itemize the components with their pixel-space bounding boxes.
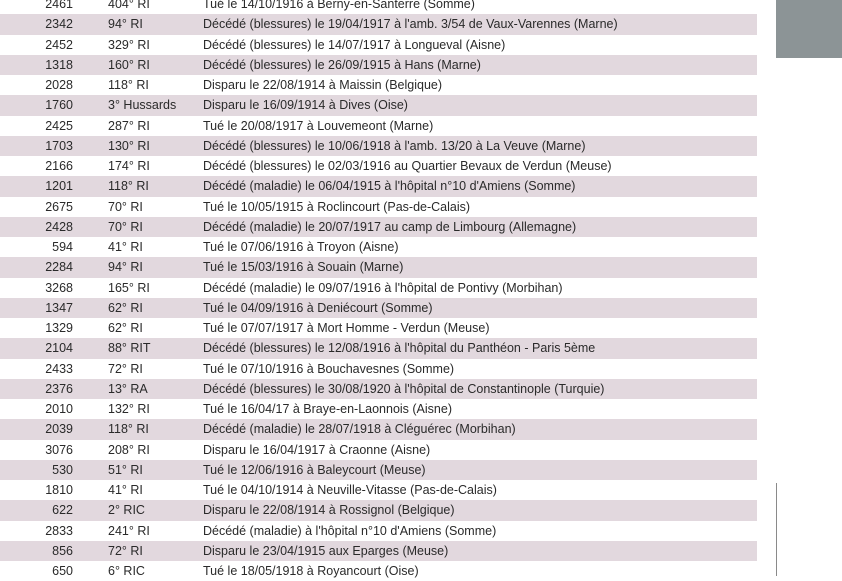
row-regiment: 70° RI [108,199,143,214]
row-regiment: 72° RI [108,361,143,376]
row-number: 2166 [45,159,73,173]
row-regiment: 132° RI [108,402,150,416]
row-number: 622 [52,503,73,518]
row-description: Tué le 20/08/1917 à Louvemeont (Marne) [203,118,434,133]
row-description: Décédé (blessures) le 19/04/1917 à l'amb. 3/54 de Vaux-Varennes (Marne) [203,17,618,32]
row-number: 2425 [45,118,73,133]
row-regiment: 174° RI [108,159,150,173]
margin-divider [776,483,777,576]
row-number: 2428 [45,219,73,234]
row-number: 2376 [45,381,73,396]
row-number: 530 [52,462,73,477]
row-description: Tué le 04/10/1914 à Neuville-Vitasse (Pas-de-Calais) [203,483,497,497]
row-number: 2284 [45,260,73,275]
row-description: Disparu le 16/09/1914 à Dives (Oise) [203,98,408,113]
table-row [0,197,757,217]
row-regiment: 6° RIC [108,564,145,578]
table-row [0,176,757,196]
row-description: Décédé (blessures) le 02/03/1916 au Quartier Bevaux de Verdun (Meuse) [203,159,612,173]
row-description: Décédé (blessures) le 30/08/1920 à l'hôpital de Constantinople (Turquie) [203,381,605,396]
row-number: 2342 [45,17,73,32]
row-description: Tué le 10/05/1915 à Roclincourt (Pas-de-Calais) [203,199,471,214]
table-row [0,561,757,581]
table-row [0,419,757,439]
row-regiment: 329° RI [108,37,150,52]
table-row [0,35,757,55]
row-number: 1201 [45,179,73,194]
row-number: 3268 [45,280,73,295]
table-row [0,0,757,14]
row-number: 1329 [45,321,73,335]
row-description: Tué le 18/05/1918 à Royancourt (Oise) [203,564,419,578]
row-number: 856 [52,543,73,558]
row-number: 2028 [45,78,73,92]
row-regiment: 118° RI [108,422,149,437]
table-row [0,237,757,257]
row-description: Décédé (blessures) le 12/08/1916 à l'hôpital du Panthéon - Paris 5ème [203,341,596,356]
table-row [0,14,757,34]
row-regiment: 3° Hussards [108,98,177,113]
row-description: Tué le 07/10/1916 à Bouchavesnes (Somme) [203,361,455,376]
table-row [0,359,757,379]
row-regiment: 118° RI [108,179,149,194]
row-description: Décédé (maladie) le 06/04/1915 à l'hôpital n°10 d'Amiens (Somme) [203,179,576,194]
row-description: Décédé (blessures) le 10/06/1918 à l'amb. 13/20 à La Veuve (Marne) [203,138,586,153]
row-description: Décédé (maladie) le 28/07/1918 à Cléguérec (Morbihan) [203,422,516,437]
row-regiment: 88° RIT [108,341,151,356]
table-row [0,95,757,115]
table-row [0,541,757,561]
table-row [0,116,757,136]
row-regiment: 208° RI [108,442,150,457]
row-regiment: 404° RI [108,0,150,11]
table-row [0,278,757,298]
row-number: 1347 [45,300,73,315]
table-row [0,338,757,358]
row-number: 2461 [45,0,73,11]
row-number: 2675 [45,199,73,214]
row-description: Tué le 07/06/1916 à Troyon (Aisne) [203,240,399,254]
table-row [0,500,757,520]
row-description: Décédé (maladie) à l'hôpital n°10 d'Amiens (Somme) [203,523,497,538]
row-regiment: 51° RI [108,462,143,477]
table-row [0,480,757,500]
row-description: Tué le 07/07/1917 à Mort Homme - Verdun (Meuse) [203,321,490,335]
row-regiment: 62° RI [108,321,143,335]
row-regiment: 287° RI [108,118,150,133]
table-row [0,75,757,95]
row-regiment: 94° RI [108,260,143,275]
table-row [0,318,757,338]
row-regiment: 70° RI [108,219,143,234]
row-regiment: 241° RI [108,523,150,538]
row-description: Tué le 12/06/1916 à Baleycourt (Meuse) [203,462,426,477]
row-description: Disparu le 16/04/1917 à Craonne (Aisne) [203,442,431,457]
row-number: 2433 [45,361,73,376]
row-description: Décédé (maladie) le 20/07/1917 au camp de Limbourg (Allemagne) [203,219,577,234]
table-row [0,460,757,480]
row-description: Disparu le 22/08/1914 à Rossignol (Belgique) [203,503,455,518]
row-number: 2010 [45,402,73,416]
table-row [0,217,757,237]
row-regiment: 13° RA [108,381,148,396]
table-row [0,156,757,176]
row-number: 1318 [45,57,73,72]
table-row [0,55,757,75]
row-regiment: 62° RI [108,300,143,315]
row-regiment: 2° RIC [108,503,145,518]
row-number: 1760 [45,98,73,113]
row-number: 2104 [45,341,73,356]
row-description: Décédé (blessures) le 14/07/1917 à Longueval (Aisne) [203,37,506,52]
row-description: Disparu le 22/08/1914 à Maissin (Belgique) [203,78,443,92]
table-row [0,379,757,399]
row-regiment: 130° RI [108,138,150,153]
row-regiment: 41° RI [108,483,143,497]
row-regiment: 72° RI [108,543,143,558]
row-description: Décédé (maladie) le 09/07/1916 à l'hôpital de Pontivy (Morbihan) [203,280,563,295]
row-number: 2833 [45,523,73,538]
row-regiment: 94° RI [108,17,143,32]
row-number: 2452 [45,37,73,52]
row-regiment: 165° RI [108,280,150,295]
table-row [0,298,757,318]
row-description: Disparu le 23/04/1915 aux Eparges (Meuse) [203,543,449,558]
row-regiment: 41° RI [108,240,143,254]
row-regiment: 118° RI [108,78,149,92]
row-description: Tué le 15/03/1916 à Souain (Marne) [203,260,404,275]
row-description: Tué le 16/04/17 à Braye-en-Laonnois (Aisne) [203,402,452,416]
table-row [0,136,757,156]
table-row [0,521,757,541]
row-regiment: 160° RI [108,57,150,72]
row-number: 650 [52,564,73,578]
row-number: 1810 [45,483,73,497]
row-number: 2039 [45,422,73,437]
row-description: Décédé (blessures) le 26/09/1915 à Hans (Marne) [203,57,481,72]
row-description: Tué le 04/09/1916 à Deniécourt (Somme) [203,300,433,315]
row-number: 594 [52,240,73,254]
row-number: 3076 [45,442,73,457]
table-row [0,257,757,277]
table-row [0,440,757,460]
table-row [0,399,757,419]
row-description: Tué le 14/10/1916 à Berny-en-Santerre (Somme) [203,0,475,11]
row-number: 1703 [45,138,73,153]
side-color-block [776,0,842,58]
